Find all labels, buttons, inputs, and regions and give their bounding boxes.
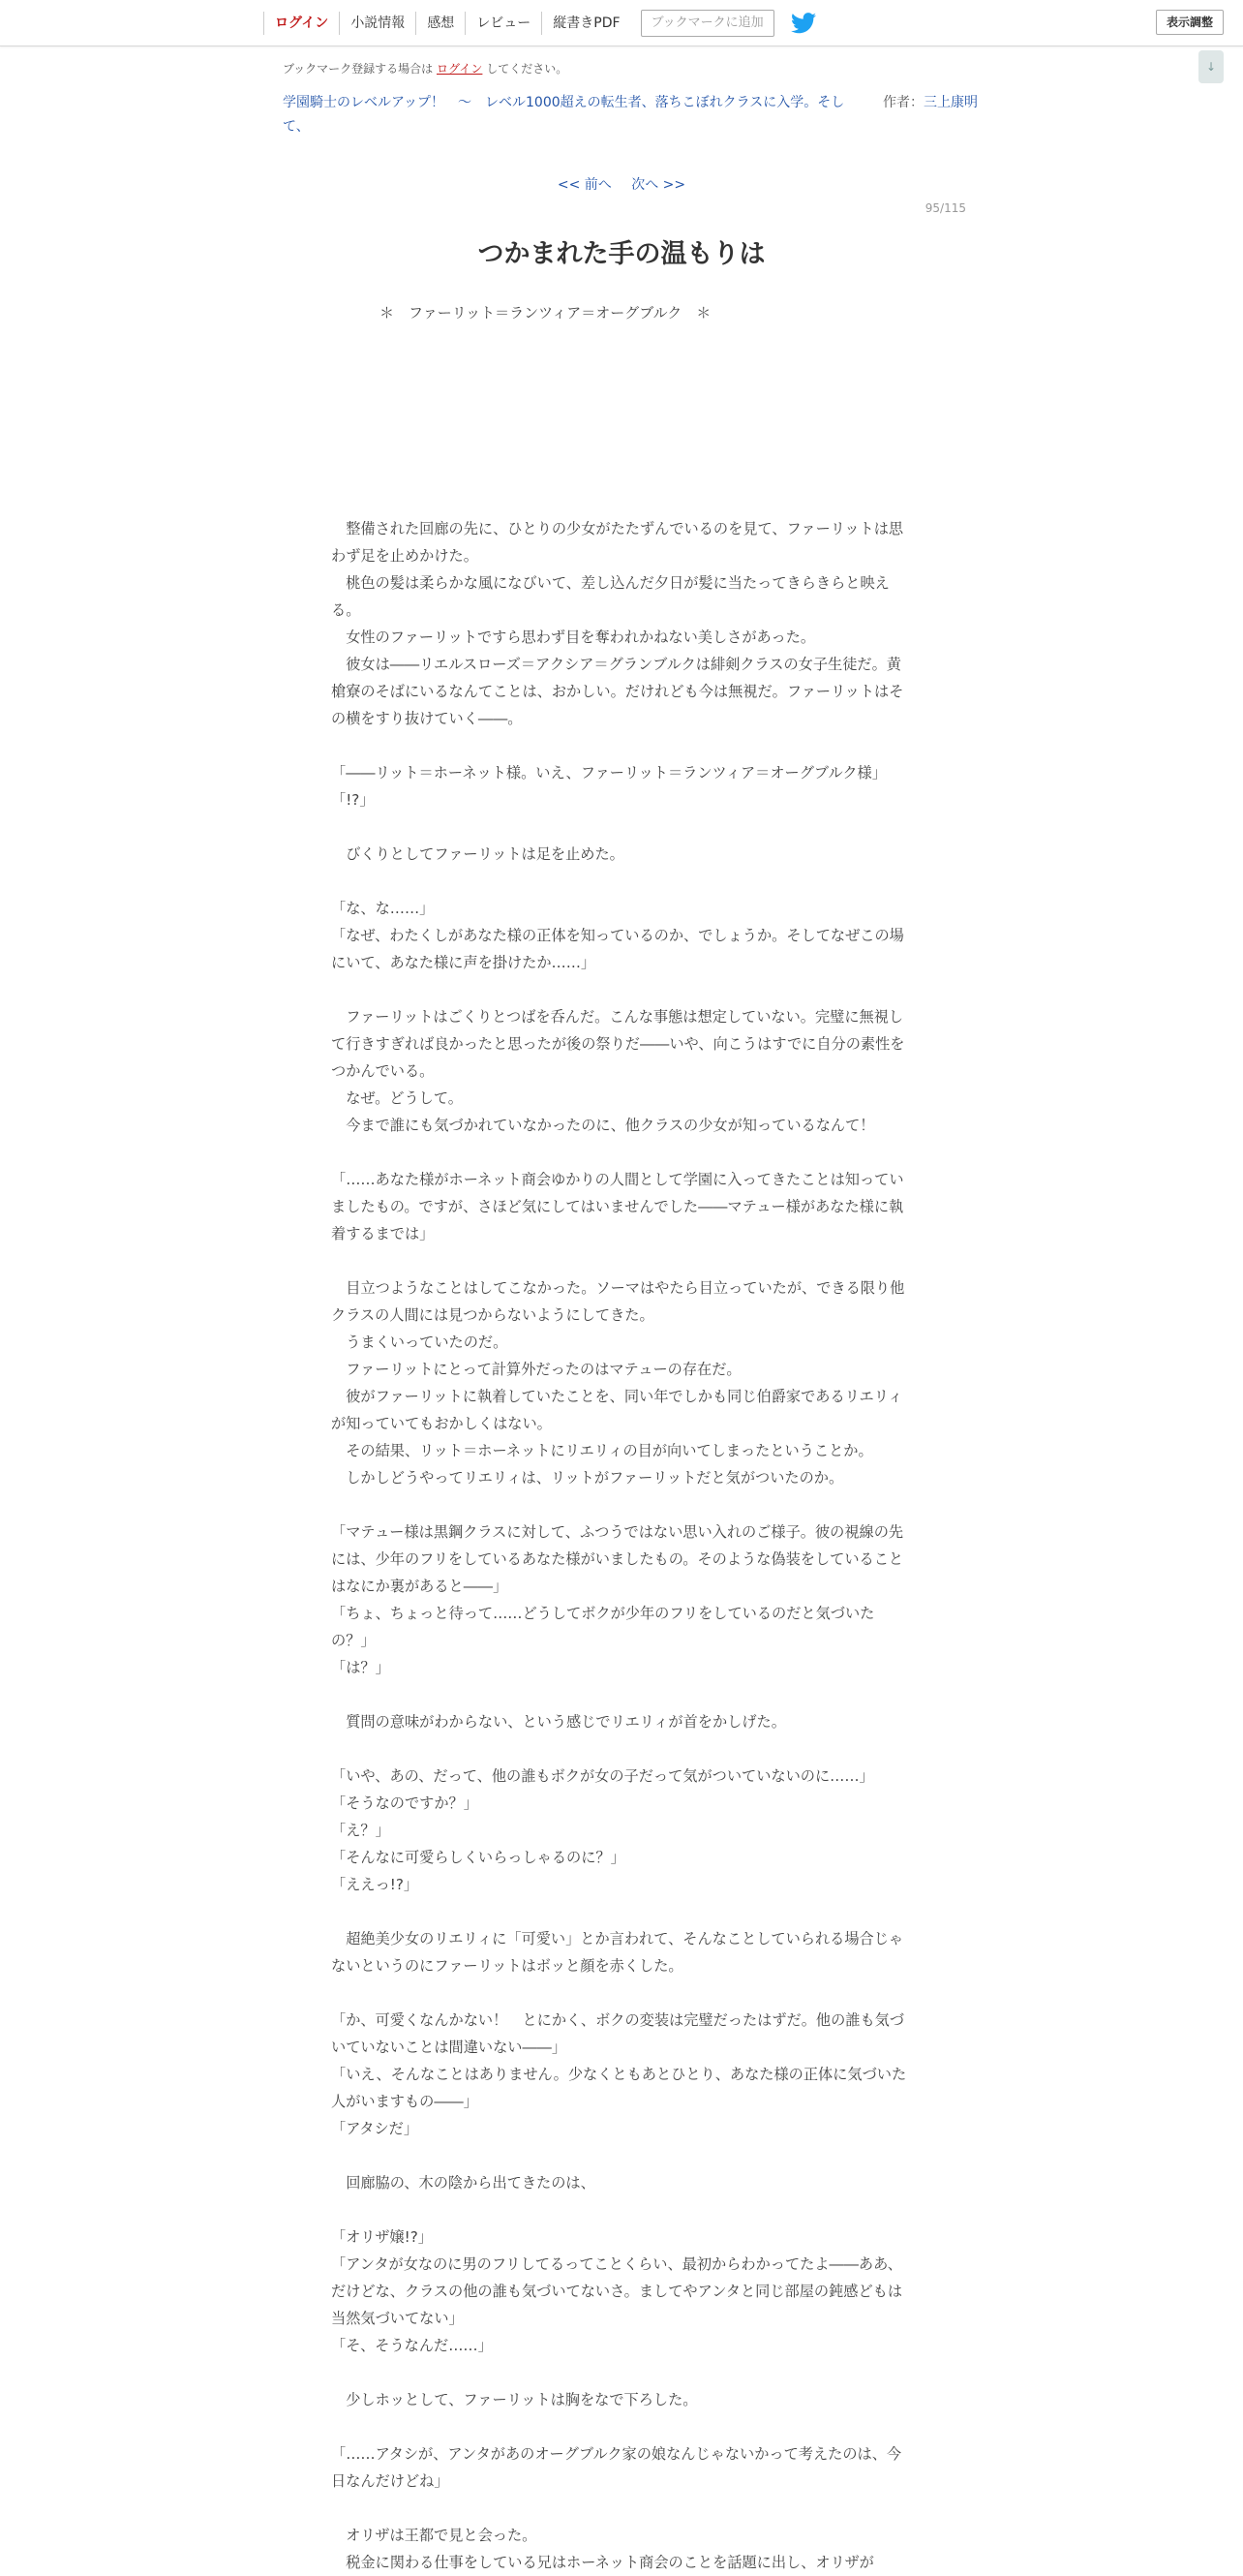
body-paragraph: 目立つようなことはしてこなかった。ソーマはやたら目立っていたが、できる限り他クラスの人間には見つからないようにしてきた。 [331, 1279, 905, 1324]
body-paragraph [331, 2495, 908, 2522]
body-paragraph: ファーリットにとって計算外だったのはマテューの存在だ。 [331, 1361, 742, 1378]
nav-impressions-link[interactable]: 感想 [415, 12, 465, 35]
top-navigation-bar [0, 0, 1243, 46]
notice-login-link[interactable]: ログイン [437, 62, 483, 76]
body-paragraph: 「マテュー様は黒鋼クラスに対して、ふつうではない思い入れのご様子。彼の視線の先には、少年のフリをしているあなた様がいましたもの。そのような偽装をしていることはなにか裏があると――」 [331, 1523, 904, 1595]
body-paragraph [331, 1491, 908, 1518]
body-paragraph: 今まで誰にも気づかれていなかったのに、他クラスの少女が知っているなんて！ [331, 1117, 875, 1134]
nav-login-link[interactable]: ログイン [263, 12, 339, 35]
body-paragraph: 彼女は――リエルスローズ＝アクシア＝グランブルクは緋剣クラスの女子生徒だ。黄槍寮のそばにいるなんてことは、おかしい。だけれども今は無視だ。ファーリットはその横をすり抜けていく――。 [331, 656, 904, 727]
body-paragraph [331, 813, 908, 841]
body-paragraph: 「か、可愛くなんかない！ とにかく、ボクの変装は完璧だったはずだ。他の誰も気づいていないことは間違いない――」 [331, 2011, 905, 2056]
prev-chapter-link[interactable]: << 前へ [557, 177, 612, 193]
display-settings-button[interactable]: 表示調整 [1156, 10, 1224, 35]
body-paragraph: その結果、リット＝ホーネットにリエリィの目が向いてしまったということか。 [331, 1442, 873, 1459]
pov-heading: ＊ ファーリット＝ランツィア＝オーグブルク ＊ [379, 304, 712, 322]
body-paragraph [331, 434, 908, 461]
body-paragraph: 「え？」 [331, 1822, 390, 1839]
author-label: 作者： [883, 95, 924, 110]
body-paragraph: 「ちょ、ちょっと待って……どうしてボクが少年のフリをしているのだと気づいたの？」 [331, 1605, 875, 1649]
notice-text-pre: ブックマーク登録する場合は [283, 62, 434, 76]
body-paragraph [331, 2413, 908, 2440]
body-paragraph: しかしどうやってリエリィは、リットがファーリットだと気がついたのか。 [331, 1469, 844, 1487]
body-paragraph [331, 1898, 908, 1925]
body-paragraph: 「いや、あの、だって、他の誰もボクが女の子だって気がついていないのに……」 [331, 1767, 874, 1785]
nav-review-link[interactable]: レビュー [465, 12, 541, 35]
series-title-link[interactable]: 学園騎士のレベルアップ！ 〜 レベル1000超えの転生者、落ちこぼれクラスに入学。そして、 [283, 95, 845, 135]
body-paragraph: 桃色の髪は柔らかな風になびいて、差し込んだ夕日が髪に当たってきらきらと映える。 [331, 574, 890, 619]
body-paragraph: 「そうなのですか？」 [331, 1794, 478, 1812]
body-paragraph [331, 976, 908, 1003]
body-paragraph: 女性のファーリットですら思わず目を奪われかねない美しさがあった。 [331, 629, 816, 646]
nav-novel-info-link[interactable]: 小説情報 [339, 12, 415, 35]
body-paragraph [331, 868, 908, 895]
body-paragraph: 「オリザ嬢!?」 [331, 2228, 433, 2246]
body-paragraph: 質問の意味がわからない、という感じでリエリィが首をかしげた。 [331, 1713, 786, 1731]
body-paragraph: 「な、な……」 [331, 900, 435, 917]
body-paragraph: 彼がファーリットに執着していたことを、同い年でしかも同じ伯爵家であるリエリィが知っていてもおかしくはない。 [331, 1388, 903, 1432]
body-paragraph: 回廊脇の、木の陰から出てきたのは、 [331, 2174, 595, 2192]
nav-vertical-pdf-link[interactable]: 縦書きPDF [541, 12, 630, 35]
next-chapter-link[interactable]: 次へ >> [631, 177, 686, 193]
body-paragraph: ファーリットはごくりとつばを呑んだ。こんな事態は想定していない。完璧に無視して行きすぎれば良かったと思ったが後の祭りだ――いや、向こうはすでに自分の素性をつかんでいる。 [331, 1008, 905, 1080]
scroll-down-tab[interactable]: ↓ [1198, 50, 1224, 83]
author-info [860, 91, 978, 115]
chapter-pager [0, 174, 1243, 194]
body-paragraph: 「……アタシが、アンタがあのオーグブルク家の娘なんじゃないかって考えたのは、今日なんだけどね」 [331, 2445, 902, 2490]
body-paragraph [331, 407, 908, 434]
body-paragraph: 「ええっ!?」 [331, 1876, 419, 1893]
twitter-share-icon[interactable] [790, 12, 817, 35]
body-paragraph: 超絶美少女のリエリィに「可愛い」とか言われて、そんなことしていられる場合じゃないというのにファーリットはボッと顔を赤くした。 [331, 1930, 904, 1975]
body-paragraph: 少しホッとして、ファーリットは胸をなで下ろした。 [331, 2391, 698, 2408]
novel-body-text [331, 407, 908, 2576]
body-paragraph [331, 2142, 908, 2169]
add-bookmark-button[interactable]: ブックマークに追加 [641, 10, 774, 37]
body-paragraph: 「……あなた様がホーネット商会ゆかりの人間として学園に入ってきたことは知っていましたもの。ですが、さほど気にしてはいませんでした――マテュー様があなた様に執着するまでは」 [331, 1171, 904, 1242]
body-paragraph: 「は？」 [331, 1659, 390, 1676]
body-paragraph [331, 1681, 908, 1708]
bookmark-login-notice [283, 60, 567, 77]
chapter-title: つかまれた手の温もりは [477, 239, 766, 269]
body-paragraph [331, 2196, 908, 2223]
body-paragraph: なぜ。どうして。 [331, 1089, 463, 1107]
author-link[interactable]: 三上康明 [924, 95, 978, 110]
body-paragraph: 「なぜ、わたくしがあなた様の正体を知っているのか、でしょうか。そしてなぜこの場にいて、あなた様に声を掛けたか……」 [331, 927, 904, 971]
body-paragraph [331, 2359, 908, 2386]
body-paragraph [331, 732, 908, 759]
body-paragraph: 税金に関わる仕事をしている兄はホーネット商会のことを話題に出し、オリザが [331, 2554, 874, 2571]
body-paragraph [331, 1139, 908, 1166]
body-paragraph: 「アンタが女なのに男のフリしてるってことくらい、最初からわかってたよ――ああ、だけどな、クラスの他の誰も気づいてないさ。ましてやアンタと同じ部屋の鈍感どもは当然気づいてない」 [331, 2255, 903, 2327]
series-header [283, 91, 978, 139]
nav-list [263, 10, 817, 37]
body-paragraph [331, 1979, 908, 2007]
body-paragraph: 「――リット＝ホーネット様。いえ、ファーリット＝ランツィア＝オーグブルク様」 [331, 764, 887, 782]
chapter-count: 95/115 [925, 201, 966, 215]
body-paragraph: 「いえ、そんなことはありません。少なくともあとひとり、あなた様の正体に気づいた人がいますもの――」 [331, 2066, 907, 2110]
body-paragraph: オリザは王都で見と会った。 [331, 2527, 537, 2544]
body-paragraph: 「そ、そうなんだ……」 [331, 2337, 493, 2354]
body-paragraph: びくりとしてファーリットは足を止めた。 [331, 845, 624, 863]
body-paragraph: 「アタシだ」 [331, 2120, 419, 2137]
body-paragraph: うまくいっていたのだ。 [331, 1334, 508, 1351]
body-paragraph: 整備された回廊の先に、ひとりの少女がたたずんでいるのを見て、ファーリットは思わず足を止めかけた。 [331, 520, 904, 565]
notice-text-post: してください。 [486, 62, 568, 76]
body-paragraph: 「そんなに可愛らしくいらっしゃるのに？」 [331, 1849, 625, 1866]
body-paragraph [331, 1735, 908, 1763]
body-paragraph [331, 488, 908, 515]
body-paragraph [331, 461, 908, 488]
body-paragraph [331, 1247, 908, 1274]
body-paragraph: 「!?」 [331, 791, 375, 809]
